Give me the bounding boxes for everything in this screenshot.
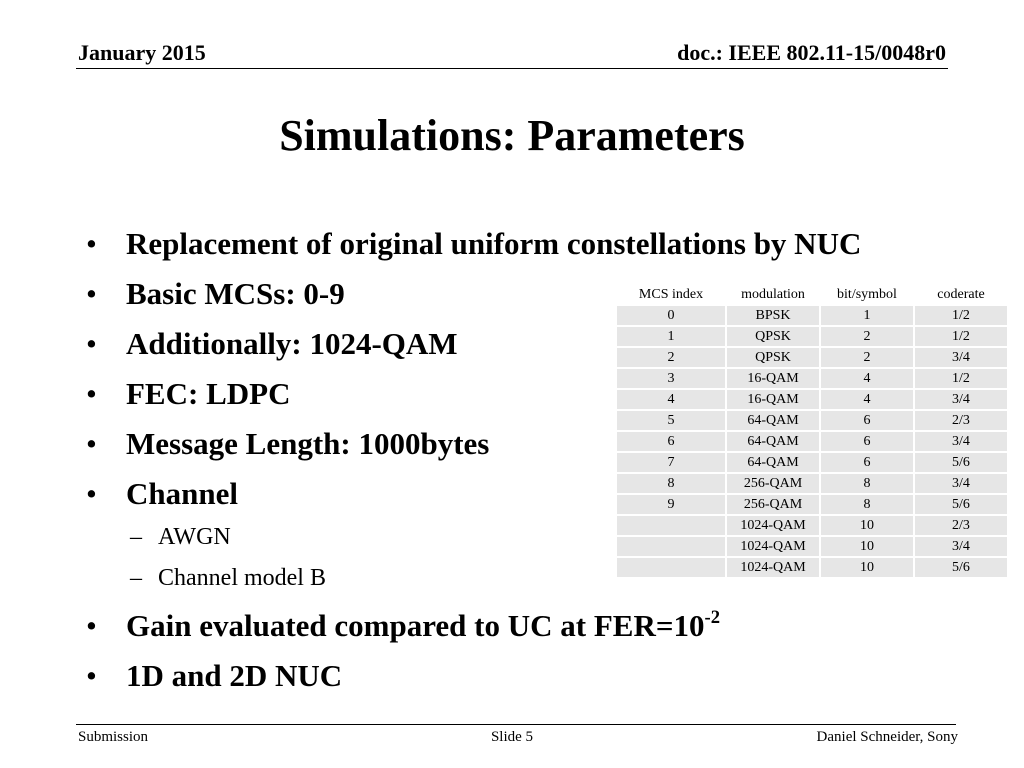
table-cell: QPSK bbox=[727, 348, 819, 367]
bullet-marker: • bbox=[86, 226, 97, 261]
exponent: -2 bbox=[704, 606, 721, 628]
table-cell: 8 bbox=[821, 474, 913, 493]
bullet-text bbox=[126, 608, 720, 644]
header-divider bbox=[76, 68, 948, 69]
bullet-text: Additionally: 1024-QAM bbox=[126, 326, 458, 361]
footer-divider bbox=[76, 724, 956, 725]
table-cell bbox=[617, 537, 725, 556]
table-cell: 5/6 bbox=[915, 495, 1007, 514]
table-cell: 16-QAM bbox=[727, 369, 819, 388]
table-body bbox=[617, 306, 1007, 577]
table-row bbox=[617, 558, 1007, 577]
table-cell: 256-QAM bbox=[727, 495, 819, 514]
table-cell: 2 bbox=[821, 327, 913, 346]
column-header: MCS index bbox=[617, 285, 725, 304]
table-cell: 64-QAM bbox=[727, 432, 819, 451]
sub-bullet-text: AWGN bbox=[158, 524, 231, 550]
table-cell bbox=[617, 558, 725, 577]
table-cell: 10 bbox=[821, 537, 913, 556]
table-cell: 6 bbox=[617, 432, 725, 451]
table-row bbox=[617, 453, 1007, 472]
table-row bbox=[617, 411, 1007, 430]
table-row bbox=[617, 369, 1007, 388]
bullet-text: Message Length: 1000bytes bbox=[126, 426, 490, 461]
table-cell: 10 bbox=[821, 558, 913, 577]
bullet-text: Channel bbox=[126, 476, 238, 511]
bullet-text: FEC: LDPC bbox=[126, 376, 291, 411]
table-cell: 3/4 bbox=[915, 348, 1007, 367]
table-cell: 64-QAM bbox=[727, 453, 819, 472]
table-cell: 1/2 bbox=[915, 327, 1007, 346]
table-cell: 8 bbox=[617, 474, 725, 493]
mcs-table bbox=[615, 283, 1009, 579]
bullet-marker: • bbox=[86, 276, 97, 311]
footer-author: Daniel Schneider, Sony bbox=[816, 729, 958, 745]
table-cell: 3/4 bbox=[915, 390, 1007, 409]
bullet-text: Replacement of original uniform constellations by NUC bbox=[126, 226, 862, 261]
table-cell: 16-QAM bbox=[727, 390, 819, 409]
slide-number: Slide 5 bbox=[490, 729, 534, 745]
table-cell: 6 bbox=[821, 432, 913, 451]
table-cell: 7 bbox=[617, 453, 725, 472]
table-cell: 256-QAM bbox=[727, 474, 819, 493]
sub-bullet-text: Channel model B bbox=[158, 565, 326, 591]
table-cell: 3/4 bbox=[915, 432, 1007, 451]
slide-title: Simulations: Parameters bbox=[279, 111, 745, 160]
bullet-marker: • bbox=[86, 476, 97, 511]
table-header-row bbox=[617, 285, 1007, 304]
table-cell: QPSK bbox=[727, 327, 819, 346]
column-header: coderate bbox=[915, 285, 1007, 304]
table-row bbox=[617, 327, 1007, 346]
header-date: January 2015 bbox=[78, 40, 206, 65]
table-row bbox=[617, 516, 1007, 535]
sub-bullet-marker: – bbox=[130, 565, 142, 591]
table-row bbox=[617, 537, 1007, 556]
table-cell: 8 bbox=[821, 495, 913, 514]
bullet-marker: • bbox=[86, 376, 97, 411]
table-cell: 9 bbox=[617, 495, 725, 514]
table-cell: 1024-QAM bbox=[727, 537, 819, 556]
table-cell bbox=[617, 516, 725, 535]
table-cell: 2 bbox=[821, 348, 913, 367]
bullet-text-main: Gain evaluated compared to UC at FER=10 bbox=[126, 608, 705, 643]
table-cell: 2 bbox=[617, 348, 725, 367]
table-cell: 4 bbox=[617, 390, 725, 409]
table-cell: 6 bbox=[821, 453, 913, 472]
table-row bbox=[617, 495, 1007, 514]
bullet-marker: • bbox=[86, 608, 97, 643]
table-cell: 4 bbox=[821, 369, 913, 388]
table-cell: 3 bbox=[617, 369, 725, 388]
column-header: modulation bbox=[727, 285, 819, 304]
table-cell: 5 bbox=[617, 411, 725, 430]
footer-left: Submission bbox=[78, 729, 149, 745]
table-cell: 5/6 bbox=[915, 558, 1007, 577]
table-cell: 3/4 bbox=[915, 474, 1007, 493]
table-cell: 6 bbox=[821, 411, 913, 430]
table-cell: 5/6 bbox=[915, 453, 1007, 472]
table-cell: 1 bbox=[821, 306, 913, 325]
table-cell: 1 bbox=[617, 327, 725, 346]
table-cell: 1024-QAM bbox=[727, 558, 819, 577]
bullet-marker: • bbox=[86, 658, 97, 693]
table-row bbox=[617, 432, 1007, 451]
table-cell: 4 bbox=[821, 390, 913, 409]
table-row bbox=[617, 474, 1007, 493]
table-row bbox=[617, 390, 1007, 409]
table-cell: 0 bbox=[617, 306, 725, 325]
table-cell: 2/3 bbox=[915, 411, 1007, 430]
bullet-text: 1D and 2D NUC bbox=[126, 658, 343, 693]
bullet-marker: • bbox=[86, 326, 97, 361]
table-row bbox=[617, 348, 1007, 367]
column-header: bit/symbol bbox=[821, 285, 913, 304]
table-cell: 1/2 bbox=[915, 369, 1007, 388]
bullet-text: Basic MCSs: 0-9 bbox=[126, 276, 345, 311]
table-cell: 2/3 bbox=[915, 516, 1007, 535]
table-cell: 10 bbox=[821, 516, 913, 535]
table-cell: 1/2 bbox=[915, 306, 1007, 325]
table-cell: 1024-QAM bbox=[727, 516, 819, 535]
sub-bullet-marker: – bbox=[130, 524, 142, 550]
table-cell: BPSK bbox=[727, 306, 819, 325]
header-doc-id: doc.: IEEE 802.11-15/0048r0 bbox=[677, 40, 946, 65]
bullet-marker: • bbox=[86, 426, 97, 461]
table-cell: 3/4 bbox=[915, 537, 1007, 556]
table-cell: 64-QAM bbox=[727, 411, 819, 430]
table-row bbox=[617, 306, 1007, 325]
